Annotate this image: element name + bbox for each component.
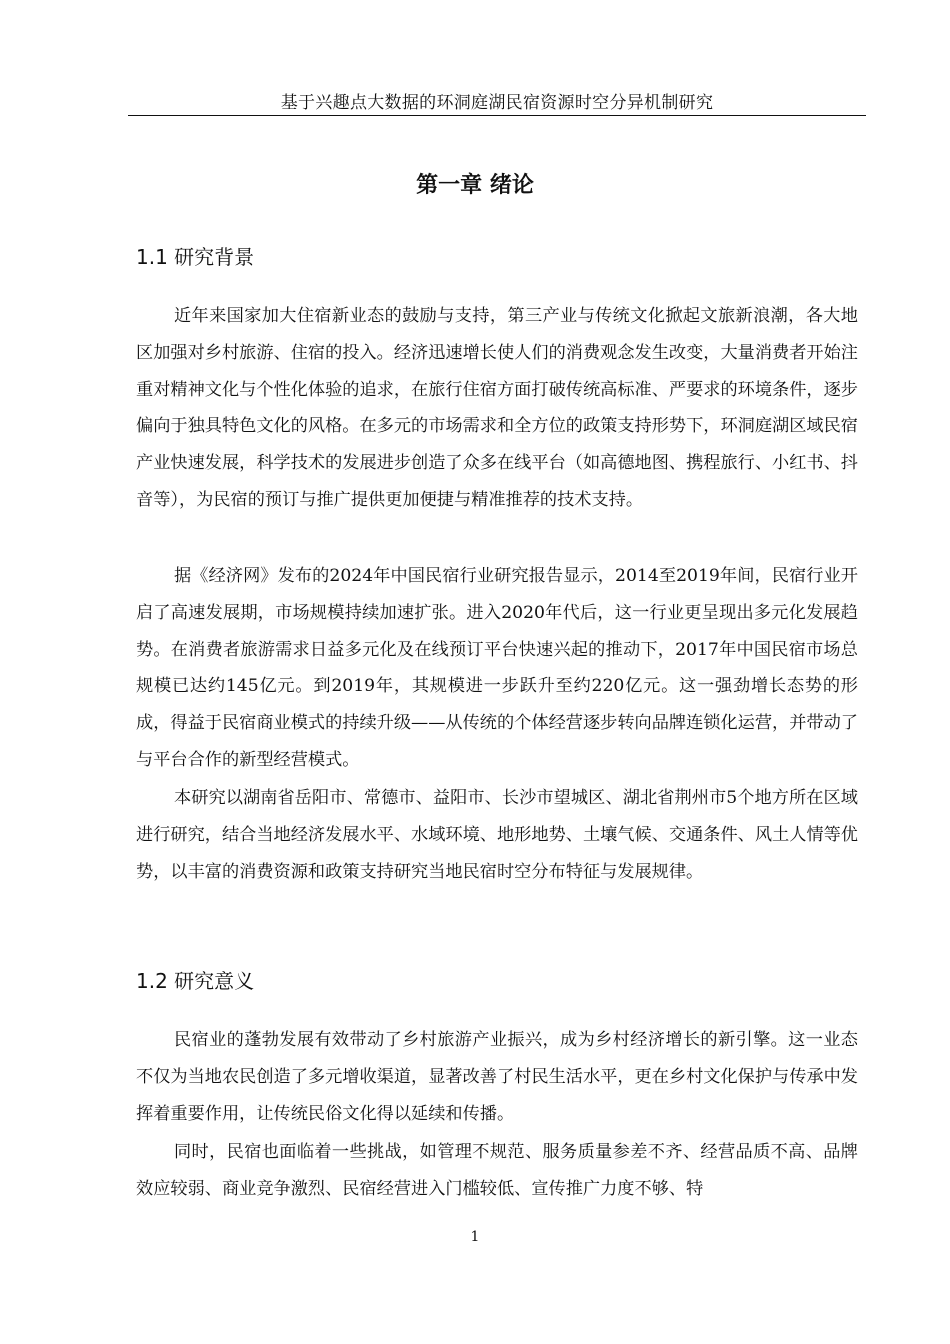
page-number: 1	[470, 1229, 480, 1245]
paragraph-background-3: 本研究以湖南省岳阳市、常德市、益阳市、长沙市望城区、湖北省荆州市5个地方所在区域进行研究，结合当地经济发展水平、水域环境、地形地势、土壤气候、交通条件、风土人情等优势，以丰富的消费资源和政策支持研究当地民宿时空分布特征与发展规律。	[136, 788, 858, 882]
paragraph-background-1: 近年来国家加大住宿新业态的鼓励与支持，第三产业与传统文化掀起文旅新浪潮，各大地区加强对乡村旅游、住宿的投入。经济迅速增长使人们的消费观念发生改变，大量消费者开始注重对精神文化与个性化体验的追求，在旅行住宿方面打破传统高标准、严要求的环境条件，逐步偏向于独具特色文化的风格。在多元的市场需求和全方位的政策支持形势下，环洞庭湖区域民宿产业快速发展，科学技术的发展进步创造了众多在线平台（如高德地图、携程旅行、小红书、抖音等），为民宿的预订与推广提供更加便捷与精准推荐的技术支持。	[136, 306, 858, 510]
paragraph-significance-2: 同时，民宿也面临着一些挑战，如管理不规范、服务质量参差不齐、经营品质不高、品牌效应较弱、商业竞争激烈、民宿经营进入门槛较低、宣传推广力度不够、特	[136, 1142, 858, 1199]
header-rule	[128, 115, 866, 116]
chapter-title: 第一章 绪论	[416, 173, 534, 198]
paragraph-significance-1: 民宿业的蓬勃发展有效带动了乡村旅游产业振兴，成为乡村经济增长的新引擎。这一业态不仅为当地农民创造了多元增收渠道，显著改善了村民生活水平，更在乡村文化保护与传承中发挥着重要作用，让传统民俗文化得以延续和传播。	[136, 1030, 858, 1124]
section-heading-background: 1.1 研究背景	[136, 245, 255, 269]
running-header: 基于兴趣点大数据的环洞庭湖民宿资源时空分异机制研究	[280, 93, 714, 113]
section-heading-significance: 1.2 研究意义	[136, 969, 255, 993]
paragraph-background-2: 据《经济网》发布的2024年中国民宿行业研究报告显示，2014至2019年间，民宿行业开启了高速发展期，市场规模持续加速扩张。进入2020年代后，这一行业更呈现出多元化发展趋势。在消费者旅游需求日益多元化及在线预订平台快速兴起的推动下，2017年中国民宿市场总规模已达约145亿元。到2019年，其规模进一步跃升至约220亿元。这一强劲增长态势的形成，得益于民宿商业模式的持续升级——从传统的个体经营逐步转向品牌连锁化运营，并带动了与平台合作的新型经营模式。	[136, 566, 858, 770]
